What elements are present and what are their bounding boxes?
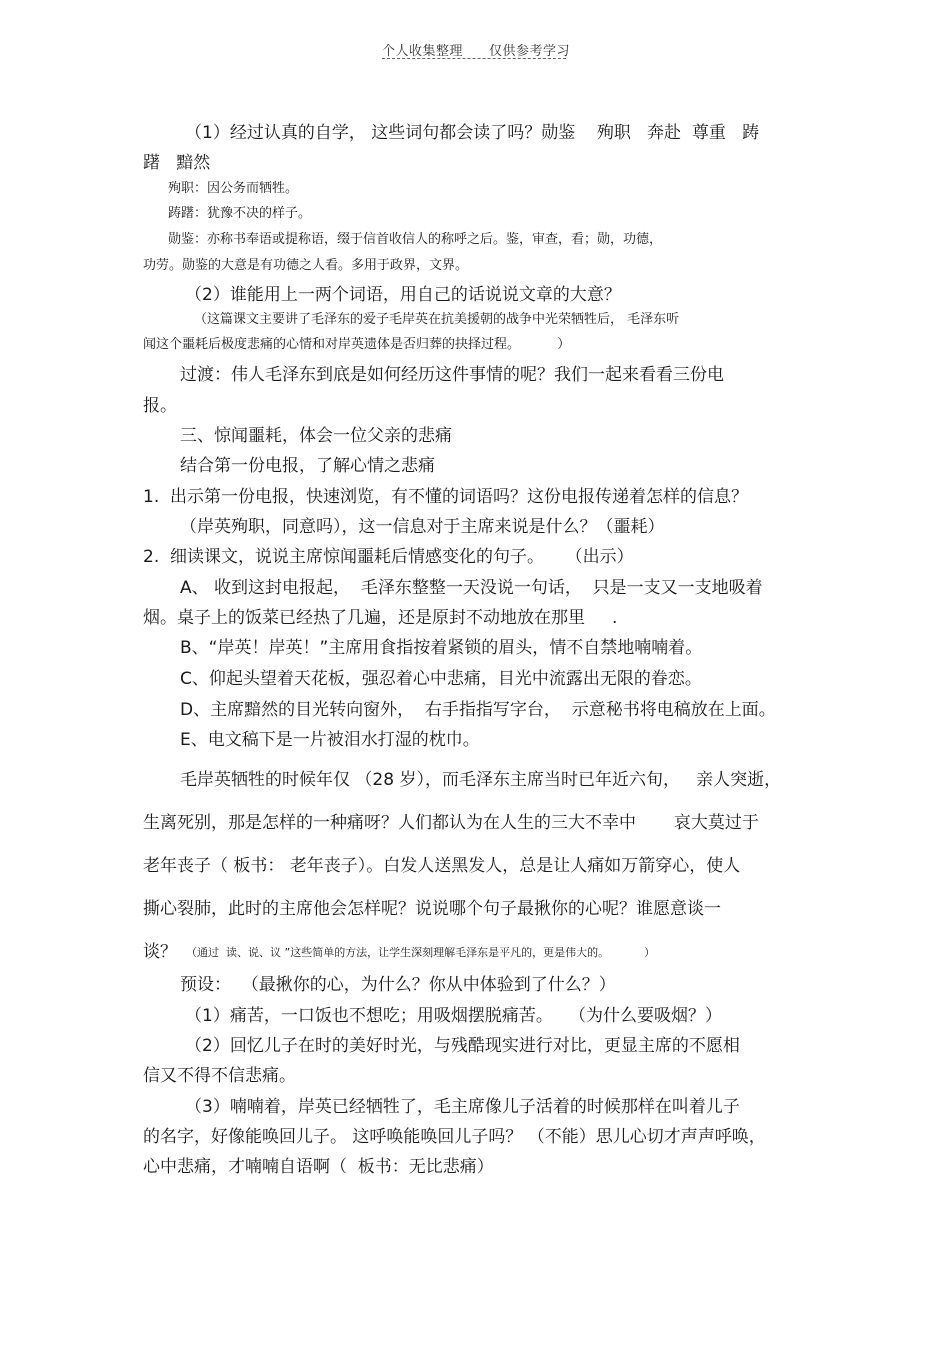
analysis-paragraph-5: 谈？ <box>143 942 177 962</box>
preset-item-2: （2）回忆儿子在时的美好时光，与残酷现实进行对比，更显主席的不愿相 <box>185 1036 740 1056</box>
page-header <box>382 40 571 59</box>
definition-chouchu: 踌躇：犹豫不决的样子。 <box>168 206 312 221</box>
analysis-paragraph-4: 撕心裂肺，此时的主席他会怎样呢？说说哪个句子最揪你的心呢？谁愿意谈一 <box>143 899 721 919</box>
definition-xunjian: 勋鉴：亦称书奉语或提称语，缀于信首收信人的称呼之后。鉴，审查，看；勋，功德， <box>168 232 663 247</box>
step-2-text: 2. 细读课文，说说主席惊闻噩耗后情感变化的句子。 （出示） <box>143 547 634 567</box>
para-1-question-cont: 躇 黯然 <box>143 153 211 173</box>
header-dashed-underline <box>382 58 566 59</box>
step-1-text-cont: （岸英殉职，同意吗），这一信息对于主席来说是什么？（噩耗） <box>180 517 665 537</box>
summary-note: （这篇课文主要讲了毛泽东的爱子毛岸英在抗美援朝的战争中光荣牺牲后， 毛泽东听 <box>194 312 680 327</box>
sentence-e: E、电文稿下是一片被泪水打湿的枕巾。 <box>180 730 480 750</box>
para-1-question: （1）经过认真的自学， 这些词句都会读了吗？勋鉴 殉职 奔赴 尊重 踌 <box>185 123 760 143</box>
summary-note-cont: 闻这个噩耗后极度悲痛的心情和对岸英遗体是否归葬的抉择过程。 ） <box>143 337 571 352</box>
sentence-a: A、 收到这封电报起， 毛泽东整整一天没说一句话， 只是一支又一支地吸着 <box>180 578 763 598</box>
sentence-d: D、主席黯然的目光转向窗外， 右手指指写字台， 示意秘书将电稿放在上面。 <box>180 700 776 720</box>
analysis-paragraph-1: 毛岸英牺牲的时候年仅 （28 岁），而毛泽东主席当时已年近六旬， 亲人突逝， <box>180 770 782 790</box>
preset-heading: 预设： （最揪你的心，为什么？你从中体验到了什么？） <box>180 975 616 995</box>
transition-text: 过渡：伟人毛泽东到底是如何经历这件事情的呢？我们一起来看看三份电 <box>180 365 724 385</box>
step-1-text: 1. 出示第一份电报，快速浏览，有不懂的词语吗？这份电报传递着怎样的信息？ <box>143 487 749 507</box>
preset-item-1: （1）痛苦，一口饭也不想吃；用吸烟摆脱痛苦。 （为什么要吸烟？） <box>185 1006 723 1026</box>
method-note: （通过 读、说、议 ”这些简单的方法，让学生深刻理解毛泽东是平凡的，更是伟大的。 ） <box>186 946 656 959</box>
preset-item-3-end: 心中悲痛，才喃喃自语啊（ 板书：无比悲痛） <box>143 1157 494 1177</box>
transition-text-cont: 报。 <box>143 396 177 416</box>
header-right-text: 仅供参考学习 <box>489 44 571 59</box>
sentence-b: B、“岸英！岸英！”主席用食指按着紧锁的眉头，情不自禁地喃喃着。 <box>180 638 703 658</box>
header-left-text: 个人收集整理 <box>382 44 464 59</box>
section-3-subheading: 结合第一份电报，了解心情之悲痛 <box>180 456 435 476</box>
sentence-a-cont: 烟。桌子上的饭菜已经热了几遍，还是原封不动地放在那里 . <box>143 608 618 628</box>
section-3-heading: 三、惊闻噩耗，体会一位父亲的悲痛 <box>180 426 452 446</box>
preset-item-3-cont: 的名字，好像能唤回儿子。 这呼唤能唤回儿子吗？ （不能）思儿心切才声声呼唤， <box>143 1127 766 1147</box>
sentence-c: C、仰起头望着天花板，强忍着心中悲痛，目光中流露出无限的眷恋。 <box>180 669 702 689</box>
analysis-paragraph-2: 生离死别，那是怎样的一种痛呀？人们都认为在人生的三大不幸中 哀大莫过于 <box>143 813 759 833</box>
preset-item-3: （3）喃喃着，岸英已经牺牲了，毛主席像儿子活着的时候那样在叫着儿子 <box>185 1097 740 1117</box>
definition-xunjian-cont: 功劳。勋鉴的大意是有功德之人看。多用于政界，文界。 <box>143 258 469 273</box>
definition-xunzhi: 殉职：因公务而牺牲。 <box>168 181 299 196</box>
preset-item-2-cont: 信又不得不信悲痛。 <box>143 1066 296 1086</box>
analysis-paragraph-3: 老年丧子（ 板书： 老年丧子）。白发人送黑发人，总是让人痛如万箭穿心，使人 <box>143 856 741 876</box>
para-2-question: （2）谁能用上一两个词语，用自己的话说说文章的大意？ <box>185 285 621 305</box>
